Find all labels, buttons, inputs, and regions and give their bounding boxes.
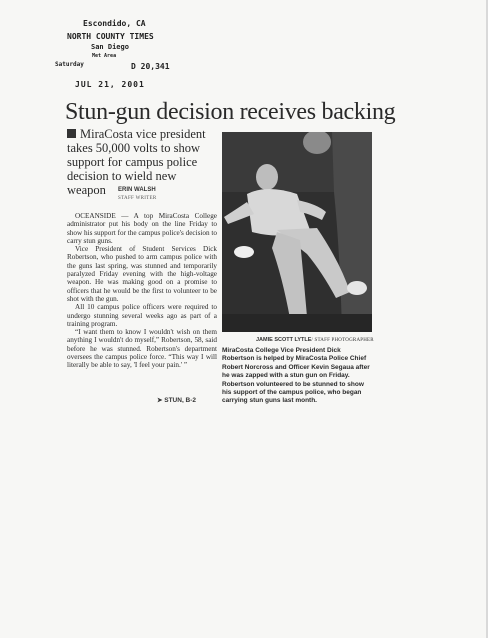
photo-illustration	[222, 132, 372, 332]
byline-title: STAFF WRITER	[118, 196, 157, 201]
news-photo	[222, 132, 372, 332]
stamp-circulation: D 20,341	[131, 62, 170, 71]
stamp-paper-name: NORTH COUNTY TIMES	[67, 32, 154, 41]
article-body	[67, 212, 217, 370]
stamp-city: Escondido, CA	[83, 19, 146, 28]
photo-caption: MiraCosta College Vice President Dick Robertson is helped by MiraCosta Police Chief Robert Norcross and Officer Kevin Segaua after he was zapped with a stun gun on Friday. Robertson volunteered to be stunned to show his support of the campus police, who began carrying stun guns last month.	[222, 347, 370, 405]
byline-name: ERIN WALSH	[118, 187, 156, 193]
continued-jump-line: ➤ STUN, B-2	[157, 397, 197, 404]
square-bullet-icon	[67, 129, 76, 138]
photo-credit	[256, 337, 386, 343]
stamp-day: Saturday	[55, 61, 84, 68]
paragraph: OCEANSIDE — A top MiraCosta College administrator put his body on the line Friday to show his support for the campus police's decision to carry stun guns.	[67, 212, 217, 245]
deck-text: MiraCosta vice president takes 50,000 volts to show support for campus police decision to wield new weapon	[67, 127, 206, 197]
paragraph: “I want them to know I wouldn't wish on them anything I wouldn't do myself,” Robertson, 58, said before he was stunned. Robertson's department oversees the campus police force. “This way I will literally be able to say, 'I feel your pain.' ”	[67, 328, 217, 370]
article-headline: Stun-gun decision receives backing	[65, 99, 396, 125]
stamp-area: Met Area	[92, 53, 117, 59]
photo-credit-name: JAMIE SCOTT LYTLE	[256, 337, 312, 343]
photo-credit-role: / STAFF PHOTOGRAPHER	[311, 338, 374, 343]
stamp-date: JUL 21, 2001	[75, 80, 145, 89]
stamp-edition: San Diego	[91, 43, 129, 51]
paragraph: Vice President of Student Services Dick Robertson, who pushed to arm campus police with the guns last spring, was stunned and temporarily paralyzed Friday evening with the high-voltage weapon. He was making good on a promise to officers that he would be the first to volunteer to be shot with the gun.	[67, 245, 217, 303]
paragraph: All 10 campus police officers were required to undergo stunning several weeks ago as part of a training program.	[67, 303, 217, 328]
